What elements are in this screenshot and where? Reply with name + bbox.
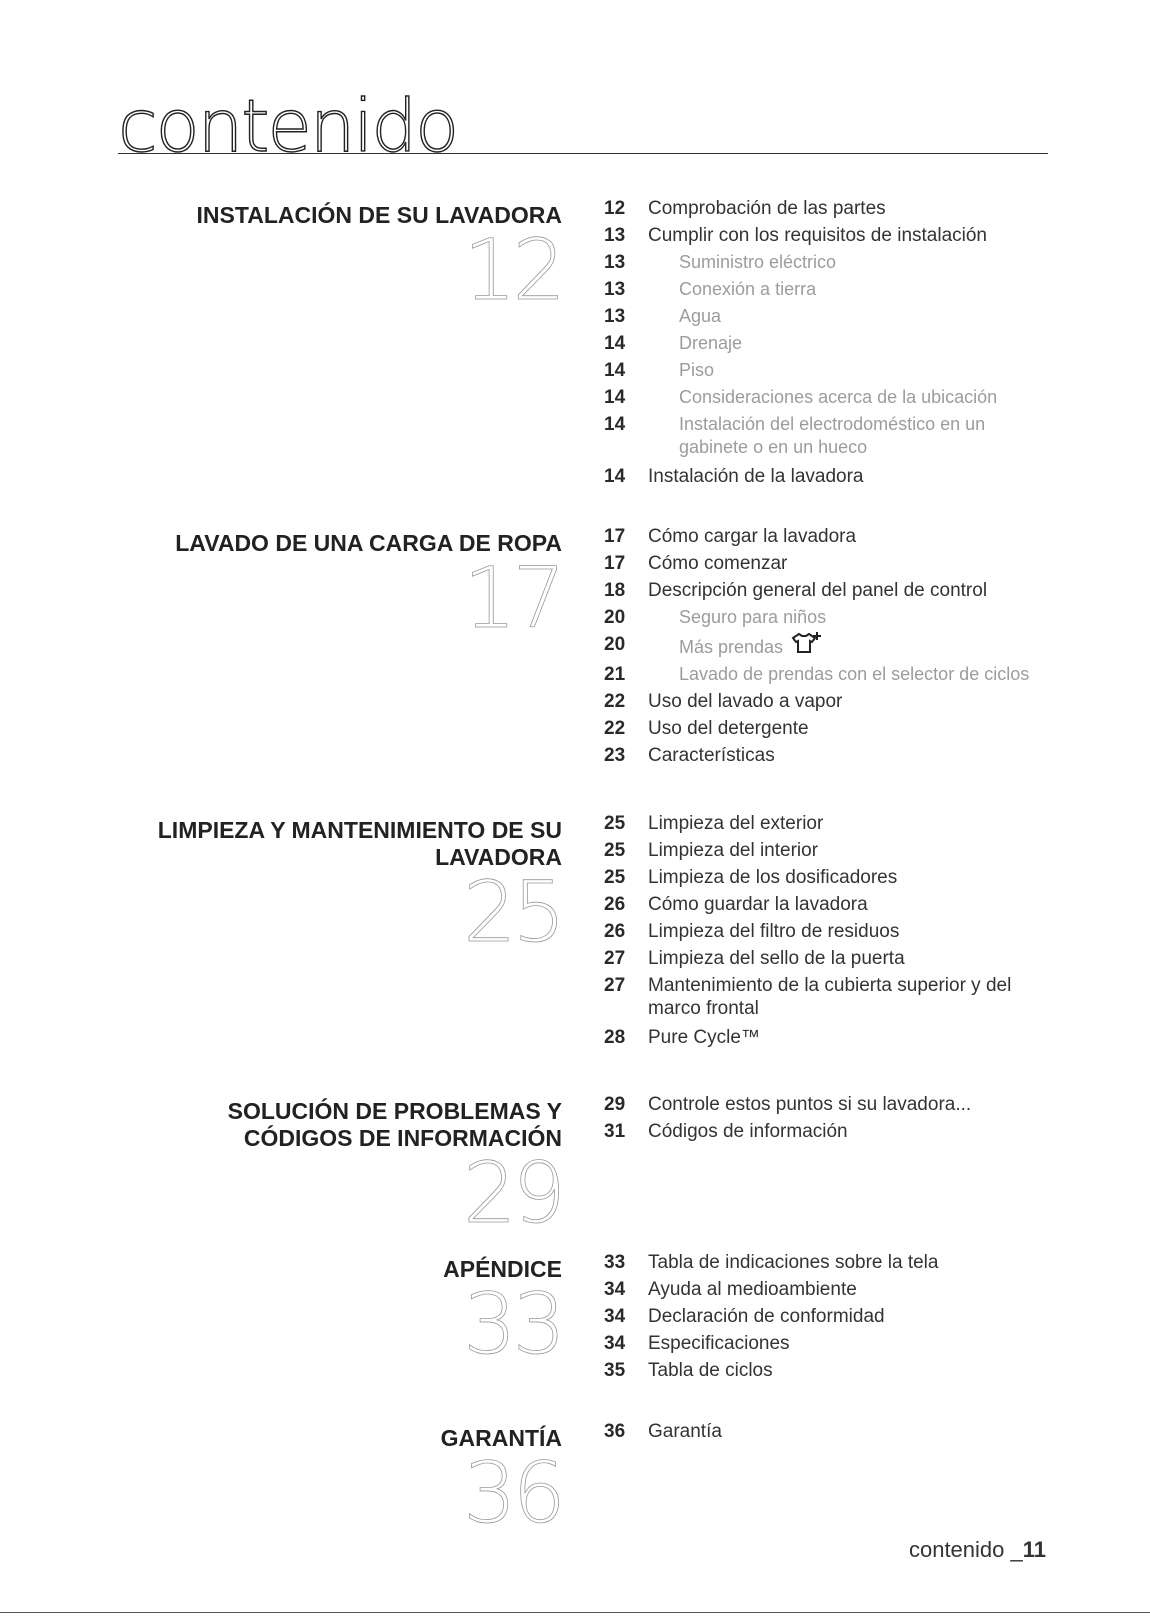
entry-page: 14 (604, 387, 626, 408)
entry-text: Especificaciones (648, 1333, 790, 1354)
entry-list (604, 1418, 1044, 1445)
toc-entry[interactable] (604, 550, 1044, 577)
entry-text: Limpieza del sello de la puerta (648, 948, 905, 969)
entry-page: 34 (604, 1333, 626, 1354)
toc-entry[interactable] (604, 523, 1044, 550)
toc-entry[interactable] (604, 577, 1044, 604)
entry-text: Garantía (648, 1421, 722, 1442)
entry-text: Pure Cycle™ (648, 1027, 760, 1048)
entry-text: Cómo comenzar (648, 553, 788, 574)
entry-text: Seguro para niños (679, 607, 827, 627)
page-title: contenido (118, 84, 458, 168)
entry-page: 23 (604, 745, 626, 766)
toc-entry[interactable] (604, 1418, 1044, 1445)
title-divider (118, 153, 1048, 154)
entry-text: Limpieza del exterior (648, 813, 824, 834)
entry-text: Limpieza de los dosificadores (648, 867, 898, 888)
entry-text: Piso (679, 360, 715, 380)
toc-entry[interactable] (604, 864, 1044, 891)
toc-subentry[interactable] (604, 631, 1044, 661)
entry-text: Instalación de la lavadora (648, 466, 864, 487)
entry-list (604, 810, 1044, 1051)
entry-page: 29 (604, 1094, 626, 1115)
entry-text: Declaración de conformidad (648, 1306, 885, 1327)
entry-list (604, 195, 1044, 490)
toc-entry[interactable] (604, 918, 1044, 945)
entry-text: Características (648, 745, 775, 766)
entry-page: 36 (604, 1421, 626, 1442)
toc-entry[interactable] (604, 1249, 1044, 1276)
entry-page: 20 (604, 607, 626, 628)
entry-text: Códigos de información (648, 1121, 848, 1142)
toc-subentry[interactable] (604, 661, 1044, 688)
entry-page: 26 (604, 921, 626, 942)
entry-text: Drenaje (679, 333, 743, 353)
section-title: LAVADO DE UNA CARGA DE ROPA (175, 530, 562, 556)
entry-text: Cómo guardar la lavadora (648, 894, 868, 915)
entry-text: Cumplir con los requisitos de instalación (648, 225, 987, 246)
entry-page: 31 (604, 1121, 626, 1142)
toc-subentry[interactable] (604, 411, 1044, 463)
toc-entry[interactable] (604, 463, 1044, 490)
entry-text: Ayuda al medioambiente (648, 1279, 857, 1300)
section-number: 17 (463, 549, 562, 647)
entry-list (604, 1249, 1044, 1384)
entry-page: 14 (604, 360, 626, 381)
footer-label: contenido _ (908, 1537, 1023, 1562)
toc-entry[interactable] (604, 1303, 1044, 1330)
toc-entry[interactable] (604, 1357, 1044, 1384)
entry-text: Tabla de ciclos (648, 1360, 773, 1381)
entry-page: 34 (604, 1279, 626, 1300)
toc-entry[interactable] (604, 891, 1044, 918)
entry-text: Descripción general del panel de control (648, 580, 988, 601)
entry-text: Controle estos puntos si su lavadora... (648, 1094, 972, 1115)
section-number: 33 (463, 1275, 562, 1373)
toc-entry[interactable] (604, 810, 1044, 837)
entry-page: 22 (604, 718, 626, 739)
entry-text: Lavado de prendas con el selector de ciclos (679, 664, 1030, 684)
entry-page: 18 (604, 580, 626, 601)
toc-entry[interactable] (604, 222, 1044, 249)
entry-page: 13 (604, 279, 626, 300)
section-title: INSTALACIÓN DE SU LAVADORA (196, 202, 562, 228)
entry-text: Suministro eléctrico (679, 252, 837, 272)
toc-entry[interactable] (604, 837, 1044, 864)
entry-list (604, 1091, 1044, 1145)
entry-page: 34 (604, 1306, 626, 1327)
entry-text: Más prendas (679, 637, 784, 657)
section-title: APÉNDICE (443, 1256, 562, 1282)
toc-subentry[interactable] (604, 604, 1044, 631)
page-number: 11 (1022, 1537, 1046, 1562)
entry-page: 33 (604, 1252, 626, 1273)
toc-entry[interactable] (604, 742, 1044, 769)
entry-page: 13 (604, 225, 626, 246)
entry-page: 13 (604, 306, 626, 327)
toc-subentry[interactable] (604, 357, 1044, 384)
toc-entry[interactable] (604, 1091, 1044, 1118)
entry-text: Limpieza del filtro de residuos (648, 921, 900, 942)
entry-text: Agua (679, 306, 722, 326)
toc-entry[interactable] (604, 1118, 1044, 1145)
toc-entry[interactable] (604, 1330, 1044, 1357)
entry-text: Tabla de indicaciones sobre la tela (648, 1252, 939, 1273)
entry-page: 22 (604, 691, 626, 712)
section-number: 29 (463, 1144, 562, 1242)
entry-page: 20 (604, 634, 626, 655)
toc-subentry[interactable] (604, 384, 1044, 411)
entry-text: Comprobación de las partes (648, 198, 886, 219)
page-footer (909, 1537, 1046, 1563)
toc-entry[interactable] (604, 195, 1044, 222)
entry-page: 27 (604, 975, 626, 996)
add-garment-icon (789, 631, 823, 655)
toc-entry[interactable] (604, 688, 1044, 715)
toc-subentry[interactable] (604, 330, 1044, 357)
entry-page: 21 (604, 664, 626, 685)
section-number: 36 (463, 1444, 562, 1542)
section-title: LIMPIEZA Y MANTENIMIENTO DE SU LAVADORA (157, 817, 562, 870)
entry-text: Cómo cargar la lavadora (648, 526, 857, 547)
toc-entry[interactable] (604, 1024, 1044, 1051)
entry-page: 28 (604, 1027, 626, 1048)
toc-subentry[interactable] (604, 303, 1044, 330)
entry-page: 14 (604, 333, 626, 354)
entry-page: 25 (604, 813, 626, 834)
entry-page: 25 (604, 840, 626, 861)
section-number: 25 (463, 863, 562, 961)
toc-subentry[interactable] (604, 249, 1044, 276)
section-title: SOLUCIÓN DE PROBLEMAS Y CÓDIGOS DE INFORMACIÓN (227, 1098, 562, 1151)
entry-list (604, 523, 1044, 769)
entry-text: Uso del detergente (648, 718, 809, 739)
entry-page: 17 (604, 553, 626, 574)
entry-page: 17 (604, 526, 626, 547)
entry-page: 27 (604, 948, 626, 969)
section-number: 12 (463, 221, 562, 319)
bottom-divider (0, 1612, 1150, 1613)
entry-page: 26 (604, 894, 626, 915)
entry-page: 14 (604, 466, 626, 487)
entry-text: Mantenimiento de la cubierta superior y del marco frontal (648, 975, 1012, 1019)
toc-entry[interactable] (604, 715, 1044, 742)
toc-entry[interactable] (604, 1276, 1044, 1303)
toc-subentry[interactable] (604, 276, 1044, 303)
toc-entry[interactable] (604, 945, 1044, 972)
entry-page: 13 (604, 252, 626, 273)
entry-text: Instalación del electrodoméstico en un gabinete o en un hueco (679, 414, 986, 457)
entry-page: 12 (604, 198, 626, 219)
entry-text: Limpieza del interior (648, 840, 819, 861)
section-title: GARANTÍA (440, 1425, 562, 1451)
entry-text: Uso del lavado a vapor (648, 691, 843, 712)
entry-text: Consideraciones acerca de la ubicación (679, 387, 998, 407)
entry-text: Conexión a tierra (679, 279, 817, 299)
entry-page: 14 (604, 414, 626, 435)
toc-entry[interactable] (604, 972, 1044, 1024)
entry-page: 35 (604, 1360, 626, 1381)
entry-page: 25 (604, 867, 626, 888)
